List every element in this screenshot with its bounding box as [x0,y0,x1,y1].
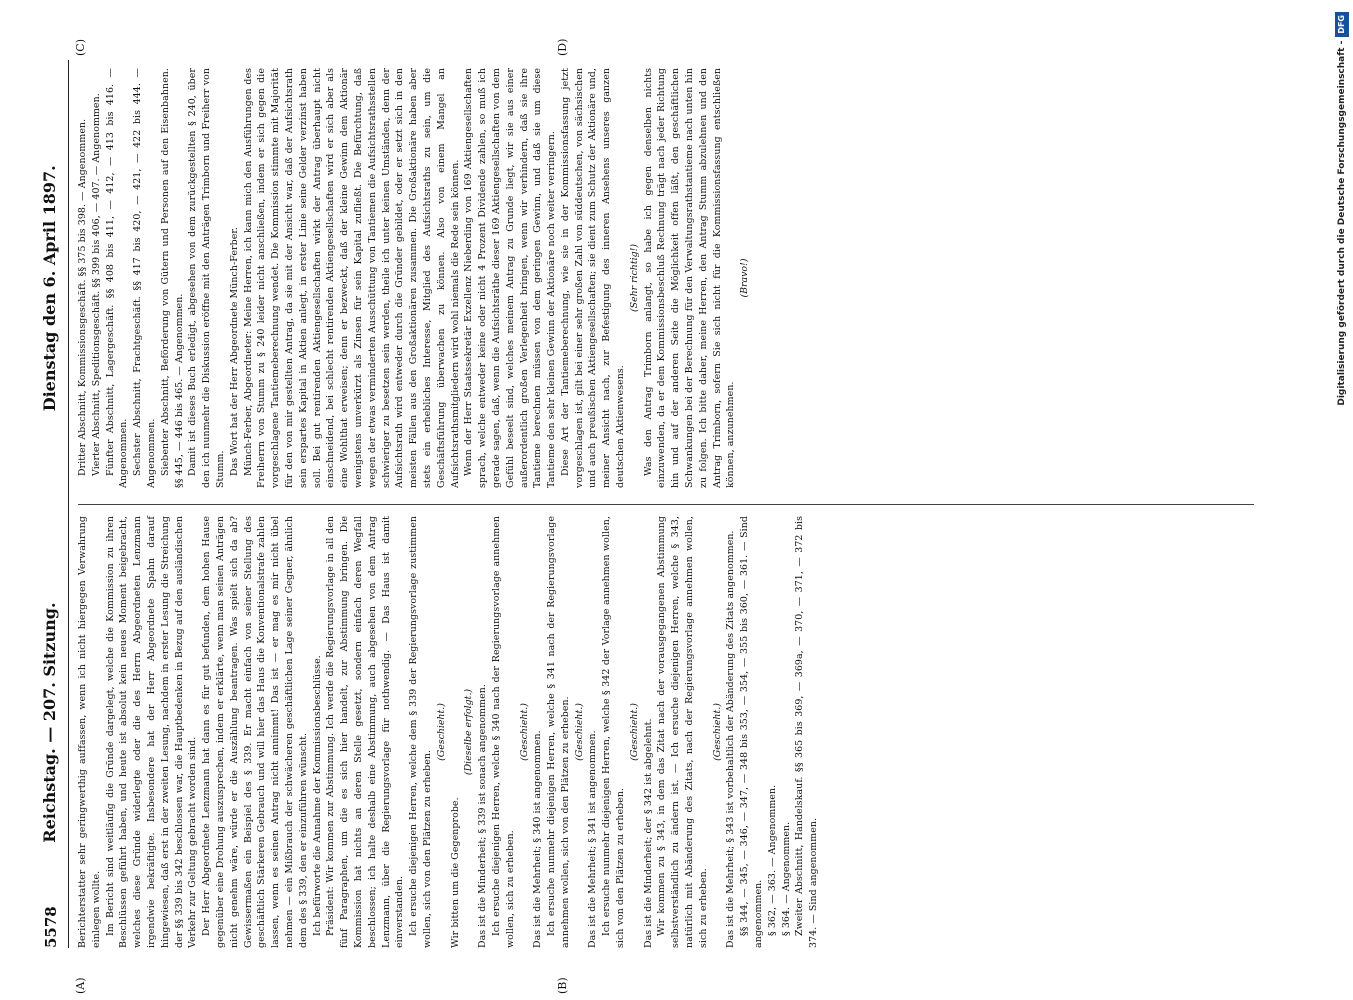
right-text-column [76,68,1256,488]
text-paragraph: Münch-Ferber, Abgeordneter: Meine Herren, ich kann mich den Ausführungen des Freiherrn von Stumm zu § 240 leider nicht anschließen, indem er sich gegen die vorgeschlagene Tantiemeberechnung wendet. Die Kommission stimmte mit Majorität für den von mir gestellten Antrag, da sie mit der Ansicht war, daß der Aufsichtsrath sein erspartes Kapital in Aktien anlegt, in erster Linie seine Gelder verzinst haben soll. Bei gut rentirenden Aktiengesellschaften wirkt der Antrag überhaupt nicht einschneidend, bei schlecht rentirenden Aktiengesellschaften wird er sich aber als eine Wohlthat erweisen; denn er bezweckt, daß der kleine Gewinn dem Aktionär wenigstens unverkürzt als Zinsen für sein Kapital zufließt. Die Befürchtung, daß wegen der etwas verminderten Ausschüttung von Tantiemen die Aufsichtsrathsstellen schwieriger zu besetzen sein werden, theile ich unter keinen Umständen, denn der Aufsichtsrath wird entweder durch die Gründer gebildet, oder er setzt sich in den meisten Fällen aus den Großaktionären zusammen. Die Großaktionäre haben aber stets ein erhebliches Interesse, Mitglied des Aufsichtsraths zu sein, um die Geschäftsführung überwachen zu können. Also von einem Mangel an Aufsichtsrathsmitgliedern wird wohl niemals die Rede sein können. [242,68,461,488]
margin-mark-b: (B) [556,977,569,994]
stage-direction: (Bravo!) [739,258,751,298]
text-paragraph: § 362, — 363. — Angenommen. [766,784,778,936]
text-paragraph: Wir bitten um die Gegenprobe. [449,797,461,948]
left-text-column [76,516,1256,948]
text-paragraph: Diese Art der Tantiemeberechnung, wie sie in der Kommissionsfassung jetzt vorgeschlagen ist, gilt bei einer sehr großen Zahl von süddeutschen, von sächsischen und auch preußischen Aktiengesellschaften; sie dient zum Schutz der Aktionäre und, meiner Ansicht nach, zur Befestigung des inneren Ansehens unseres ganzen deutschen Aktienwesens. [559,68,627,488]
text-paragraph: Das ist die Minderheit; der § 342 ist abgelehnt. [642,718,654,948]
text-paragraph: Das ist die Mehrheit; § 340 ist angenommen. [532,730,544,948]
page-number: 5578 [42,906,60,948]
text-paragraph: Im Bericht sind weitläufig die Gründe dargelegt, welche die Kommission zu ihren Beschlüssen geführt haben, und heute ist absolut kein neues Moment beigebracht, welches diese Gründe widerlegte oder die des Herrn Abgeordneten Lenzmann irgendwie bekräftigte. Insbesondere hat der Herr Abgeordnete Spahn darauf hingewiesen, daß erst in der zweiten Lesung, nachdem in erster Lesung die Streichung der §§ 339 bis 342 beschlossen war, die Hauptbedenken in Bezug auf den ausländischen Verkehr zur Geltung gebracht worden sind. [104,516,199,948]
text-paragraph: Dritter Abschnitt, Kommissionsgeschäft. §§ 375 bis 398. — Angenommen. [77,118,88,476]
header-rule [68,60,69,948]
text-paragraph: Was den Antrag Trimborn anlangt, so habe ich gegen denselben nichts einzuwenden, da er dem Kommissionsbeschluß Rechnung trägt nach jeder Richtung hin und auf der anderen Seite die Möglichkeit offen läßt, den geschäftlichen Schwankungen bei der Berechnung für den Verwaltungsrathstantieme nach unten hin zu folgen. Ich bitte daher, meine Herren, den Antrag Stumm abzulehnen und den Antrag Trimborn, sofern Sie sich nicht für die Kommissionsfassung entschließen können, anzunehmen. [642,68,737,488]
text-paragraph: Ich ersuche diejenigen Herren, welche § 340 nach der Regierungsvorlage annehmen wollen, sich zu erheben. [490,516,516,948]
stage-direction: (Geschieht.) [518,703,530,761]
text-paragraph: Das ist die Minderheit; § 339 ist sonach angenommen. [477,684,489,948]
dfg-logo: DFG [1335,12,1349,37]
text-paragraph: Ich ersuche nunmehr diejenigen Herren, welche § 342 der Vorlage annehmen wollen, sich von den Plätzen zu erheben. [601,516,627,948]
text-paragraph: Der Herr Abgeordnete Lenzmann hat dann es für gut befunden, dem hohen Hause gegenüber eine Drohung auszusprechen, indem er erklärte, wenn man seinen Anträgen nicht genehm wäre, würde er die Auszählung beantragen. Was spielt sich da ab? Gewissermaßen ein Beispiel des § 339. Er macht einfach von seiner Stellung des geschäftlich Stärkeren Gebrauch und will hier das Haus die Konventionalstrafe zahlen lassen, wenn es seinen Antrag nicht annimmt! Das ist — er mag es mir nicht übel nehmen — ein Mißbrauch der schwächeren geschäftlichen Lage seiner Gegner, ähnlich dem des § 339, den er einzuführen wünscht. [201,516,309,948]
column-divider [78,504,1254,505]
running-head [40,60,59,948]
margin-mark-a: (A) [74,977,87,994]
text-paragraph: Damit ist dieses Buch erledigt, abgesehen von dem zurückgestellten § 240, über den ich nunmehr die Diskussion eröffne mit den Anträgen Trimborn und Freiherr von Stumm. [187,68,226,488]
text-paragraph: Siebenter Abschnitt, Beförderung von Gütern und Personen auf den Eisenbahnen. §§ 445, — 446 bis 465. — Angenommen. [159,68,185,488]
margin-mark-d: (D) [556,38,569,56]
text-paragraph: §§ 344, — 345, — 346, — 347, — 348 bis 353, — 354, — 355 bis 360, — 361. — Sind angenommen. [739,516,765,948]
running-head-date: Dienstag den 6. April 1897. [40,165,59,412]
text-paragraph: Ich befürworte die Annahme der Kommissionsbeschlüsse. [311,655,323,936]
stage-direction: (Geschieht.) [628,703,640,761]
text-paragraph: Wenn der Herr Staatssekretär Exzellenz Nieberding von 169 Aktiengesellschaften sprach, welche entweder keine oder nicht 4 Prozent Dividende zahlen, so muß ich gerade sagen, daß, wenn die Aufsichtsräthe dieser 169 Aktiengesellschaften von dem Gefühl beseelt sind, welches meinem Antrag zu Grunde liegt, wir sie aus einer außerordentlich großen Verlegenheit bringen, wenn wir verhindern, daß sie ihre Tantieme berechnen müssen von dem geringen Gewinn, und daß sie um diese Tantieme den sehr kleinen Gewinn der Aktionäre noch weiter verringern. [463,68,558,488]
text-paragraph: Fünfter Abschnitt, Lagergeschäft. §§ 408 bis 411, — 412, — 413 bis 416. — Angenommen. [104,68,130,488]
text-paragraph: Das ist die Mehrheit; § 341 ist angenommen. [587,730,599,948]
text-paragraph: § 364. — Angenommen. [780,821,792,936]
stage-direction: (Geschieht.) [435,703,447,761]
text-paragraph: Ich ersuche nunmehr diejenigen Herren, welche § 341 nach der Regierungsvorlage annehmen wollen, sich von den Plätzen zu erheben. [546,516,571,948]
stage-direction: (Sehr richtig!) [628,243,640,313]
text-paragraph: Zweiter Abschnitt, Handelskauf. §§ 365 bis 369, — 369a, — 370, — 371, — 372 bis 374. — Sind angenommen. [794,516,820,948]
running-head-session: Reichstag. — 207. Sitzung. [40,602,59,843]
stage-direction: (Geschieht.) [711,703,723,761]
credit-text: Digitalisierung gefördert durch die Deutsche Forschungsgemeinschaft - [1337,40,1347,406]
text-paragraph: Sechster Abschnitt, Frachtgeschäft. §§ 417 bis 420, — 421, — 422 bis 444. — Angenommen. [132,68,157,488]
text-paragraph: Wir kommen zu § 343, in dem das Zitat nach der vorausgegangenen Abstimmung selbstverständlich zu ändern ist. — Ich ersuche diejenigen Herren, welche § 343, natürlich mit Abänderung des Zitats, nach der Regierungsvorlage annehmen wollen, sich zu erheben. [656,516,709,948]
stage-direction: (Dieselbe erfolgt.) [463,688,475,776]
text-paragraph: Präsident: Wir kommen zur Abstimmung. Ich werde die Regierungsvorlage in all den fünf Paragraphen, um die es sich hier handelt, zur Abstimmung bringen. Die Kommission hat nichts an deren Stelle gesetzt, sondern einfach deren Wegfall beschlossen; ich halte deshalb eine Abstimmung, auch abgesehen von dem Antrag Lenzmann, über die Regierungsvorlage für nothwendig. — Das Haus ist damit einverstanden. [325,516,406,948]
text-paragraph: Das Wort hat der Herr Abgeordnete Münch-Ferber. [228,227,240,476]
text-paragraph: Ich ersuche diejenigen Herren, welche dem § 339 der Regierungsvorlage zustimmen wollen, sich von den Plätzen zu erheben. [408,516,433,948]
digitization-credit [1335,12,1349,988]
margin-mark-c: (C) [74,39,87,56]
page-header [36,60,66,948]
stage-direction: (Geschieht.) [573,703,585,761]
text-paragraph: Das ist die Mehrheit; § 343 ist vorbehaltlich der Abänderung des Zitats angenommen. [725,530,737,948]
text-paragraph: Vierter Abschnitt, Speditionsgeschäft. §§ 399 bis 406, — 407. — Angenommen. [90,93,102,476]
text-paragraph: Berichterstatter sehr geringwerthig auffassen, wenn ich nicht hiergegen Verwahrung einlegen wollte. [77,516,102,948]
